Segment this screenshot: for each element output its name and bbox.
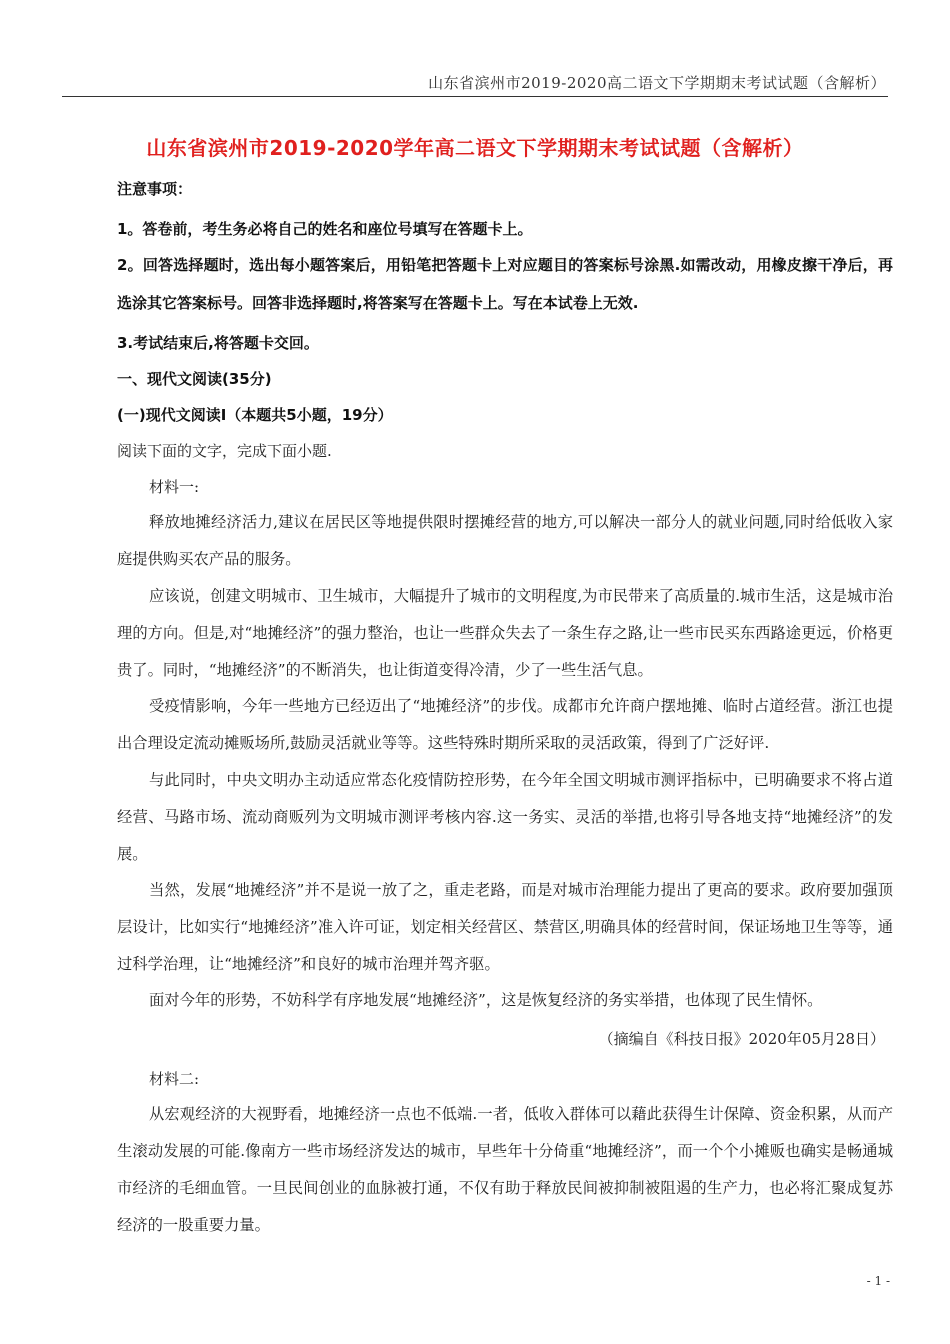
- material-1-paragraph: 受疫情影响，今年一些地方已经迈出了“地摊经济”的步伐。成都市允许商户摆地摊、临时占道经营。浙江也提出合理设定流动摊贩场所,鼓励灵活就业等等。这些特殊时期所采取的灵活政策，得到了广泛好评.: [117, 697, 893, 752]
- notice-heading: 注意事项：: [117, 180, 193, 198]
- page-number: - 1 -: [866, 1274, 890, 1288]
- notice-3: 3.考试结束后,将答题卡交回。: [117, 334, 319, 352]
- material-1-paragraph: 与此同时，中央文明办主动适应常态化疫情防控形势，在今年全国文明城市测评指标中，已明确要求不将占道经营、马路市场、流动商贩列为文明城市测评考核内容.这一务实、灵活的举措,也将引导各地支持“地摊经济”的发展。: [117, 771, 893, 863]
- document-title: 山东省滨州市2019-2020学年高二语文下学期期末考试试题（含解析）: [146, 136, 804, 160]
- section-heading: 一、现代文阅读(35分): [117, 370, 272, 388]
- material-1-label: 材料一:: [149, 478, 200, 496]
- material-1-source: （摘编自《科技日报》2020年05月28日）: [598, 1030, 885, 1048]
- material-1-paragraph: 面对今年的形势，不妨科学有序地发展“地摊经济”，这是恢复经济的务实举措，也体现了民生情怀。: [149, 991, 823, 1009]
- material-1-paragraph: 应该说，创建文明城市、卫生城市，大幅提升了城市的文明程度,为市民带来了高质量的.城市生活，这是城市治理的方向。但是,对“地摊经济”的强力整治，也让一些群众失去了一条生存之路,让一些市民买东西路途更远，价格更贵了。同时，“地摊经济”的不断消失，也让街道变得冷清，少了一些生活气息。: [117, 587, 893, 679]
- header-rule: [62, 96, 888, 97]
- material-1-paragraph: 释放地摊经济活力,建议在居民区等地提供限时摆摊经营的地方,可以解决一部分人的就业问题,同时给低收入家庭提供购买农产品的服务。: [117, 513, 893, 568]
- material-1-paragraph: 当然，发展“地摊经济”并不是说一放了之，重走老路，而是对城市治理能力提出了更高的要求。政府要加强顶层设计，比如实行“地摊经济”准入许可证，划定相关经营区、禁营区,明确具体的经营时间，保证场地卫生等等，通过科学治理，让“地摊经济”和良好的城市治理并驾齐驱。: [117, 881, 893, 973]
- material-2-paragraph: 从宏观经济的大视野看，地摊经济一点也不低端.一者，低收入群体可以藉此获得生计保障、资金积累，从而产生滚动发展的可能.像南方一些市场经济发达的城市，早些年十分倚重“地摊经济”，而一个个小摊贩也确实是畅通城市经济的毛细血管。一旦民间创业的血脉被打通，不仅有助于释放民间被抑制被阻遏的生产力，也必将汇聚成复苏经济的一股重要力量。: [117, 1105, 893, 1234]
- subsection-heading: (一)现代文阅读Ⅰ（本题共5小题，19分）: [117, 406, 393, 424]
- notice-2: 2。回答选择题时，选出每小题答案后，用铅笔把答题卡上对应题目的答案标号涂黑.如需改动，用橡皮擦干净后，再选涂其它答案标号。回答非选择题时,将答案写在答题卡上。写在本试卷上无效.: [117, 256, 893, 312]
- instruction: 阅读下面的文字，完成下面小题.: [117, 442, 332, 460]
- notice-1: 1。答卷前，考生务必将自己的姓名和座位号填写在答题卡上。: [117, 220, 533, 238]
- material-2-label: 材料二:: [149, 1070, 200, 1088]
- running-head: 山东省滨州市2019-2020高二语文下学期期末考试试题（含解析）: [428, 74, 886, 92]
